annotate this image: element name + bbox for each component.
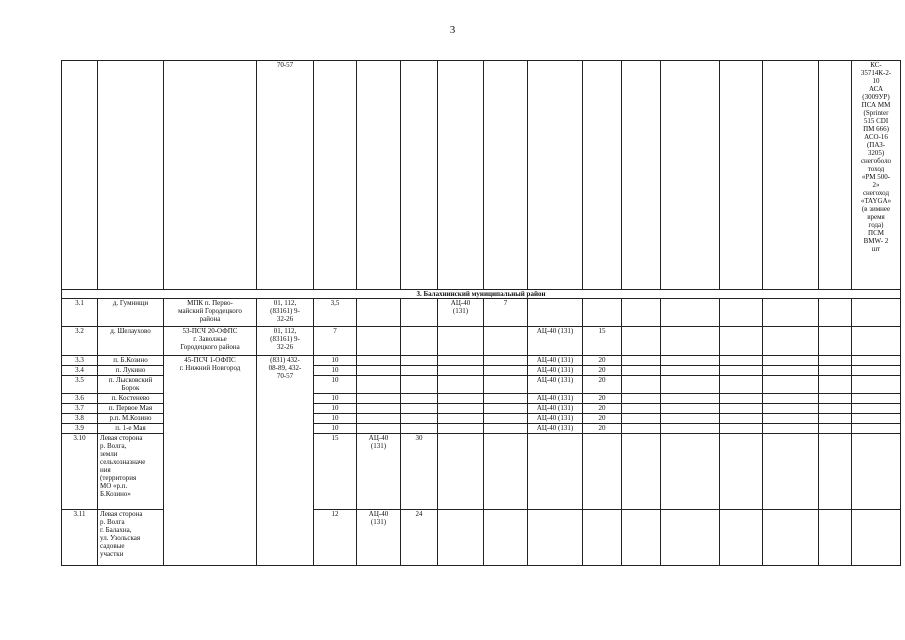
vehicle-type-cell xyxy=(438,327,484,356)
time-cell: 15 xyxy=(314,434,357,510)
vehicle-time-cell: 20 xyxy=(583,394,622,404)
unit-cell: МПК п. Перво- майский Городецкого района xyxy=(164,299,257,327)
vehicle-time-cell: 20 xyxy=(583,356,622,366)
time-cell: 10 xyxy=(314,424,357,434)
time-cell: 7 xyxy=(314,327,357,356)
vehicle-time-cell xyxy=(401,299,438,327)
vehicle-time-cell: 30 xyxy=(401,434,438,510)
unit-cell: 53-ПСЧ 20-ОФПС г. Заволжье Городецкого района xyxy=(164,327,257,356)
row-number: 3.8 xyxy=(62,414,98,424)
vehicle-type-cell xyxy=(528,434,583,510)
vehicle-type-cell xyxy=(357,414,401,424)
locality-cell: п. Лукино xyxy=(98,366,164,376)
phone-cell: 70-57 xyxy=(257,61,314,290)
row-number: 3.9 xyxy=(62,424,98,434)
locality-cell: д. Гумнищи xyxy=(98,299,164,327)
vehicle-type-cell xyxy=(357,404,401,414)
vehicle-time-cell xyxy=(484,394,528,404)
vehicle-type-cell: АЦ-40 (131) xyxy=(528,404,583,414)
vehicle-time-cell xyxy=(583,434,622,510)
row-number: 3.11 xyxy=(62,510,98,566)
vehicle-type-cell: АЦ-40 (131) xyxy=(528,414,583,424)
vehicle-time-cell xyxy=(484,510,528,566)
vehicle-time-cell xyxy=(484,356,528,366)
vehicle-time-cell xyxy=(484,376,528,394)
table-row xyxy=(62,299,901,327)
row-number: 3.10 xyxy=(62,434,98,510)
row-number: 3.3 xyxy=(62,356,98,366)
phone-cell: (831) 432- 08-89, 432- 70-57 xyxy=(257,356,314,566)
equipment-cell: КС- 35714К-2- 10 АСА (3009УР) ПСА ММ (Sprinter 515 CDI ПМ 666) АСО-16 (ПАЗ- 3205) снегоболо тоход «РМ 500- 2» снегоход «TAYGA» (в зимнее время года) ПСМ BMW- 2 шт xyxy=(852,61,901,290)
vehicle-type-cell: АЦ-40 (131) xyxy=(357,434,401,510)
vehicle-time-cell xyxy=(484,424,528,434)
vehicle-type-cell xyxy=(438,434,484,510)
locality-cell: п. 1-е Мая xyxy=(98,424,164,434)
vehicle-type-cell: АЦ-40 (131) xyxy=(528,327,583,356)
vehicle-time-cell: 15 xyxy=(583,327,622,356)
vehicle-type-cell: АЦ-40 (131) xyxy=(357,510,401,566)
continuation-row xyxy=(62,61,901,290)
row-number: 3.6 xyxy=(62,394,98,404)
row-number: 3.4 xyxy=(62,366,98,376)
vehicle-time-cell xyxy=(401,414,438,424)
row-number: 3.7 xyxy=(62,404,98,414)
vehicle-type-cell xyxy=(438,394,484,404)
vehicle-type-cell xyxy=(357,327,401,356)
vehicle-type-cell xyxy=(528,299,583,327)
vehicle-time-cell xyxy=(401,366,438,376)
vehicle-type-cell: АЦ-40 (131) xyxy=(528,356,583,366)
vehicle-time-cell xyxy=(401,376,438,394)
vehicle-type-cell xyxy=(528,510,583,566)
vehicle-time-cell: 20 xyxy=(583,424,622,434)
page-number: 3 xyxy=(449,24,456,36)
vehicle-time-cell: 20 xyxy=(583,376,622,394)
locality-cell: п. Костенево xyxy=(98,394,164,404)
vehicle-time-cell: 20 xyxy=(583,414,622,424)
section-title: 3. Балахнинский муниципальный район xyxy=(62,290,901,299)
vehicle-type-cell xyxy=(357,394,401,404)
vehicle-time-cell xyxy=(484,414,528,424)
locality-cell: д. Шелаухово xyxy=(98,327,164,356)
phone-cell: 01, 112, (83161) 9- 32-26 xyxy=(257,299,314,327)
time-cell: 10 xyxy=(314,366,357,376)
vehicle-type-cell: АЦ-40 (131) xyxy=(438,299,484,327)
vehicle-type-cell: АЦ-40 (131) xyxy=(528,376,583,394)
vehicle-type-cell xyxy=(357,299,401,327)
row-number: 3.5 xyxy=(62,376,98,394)
fire-department-table xyxy=(61,60,901,566)
table-row xyxy=(62,327,901,356)
time-cell: 10 xyxy=(314,376,357,394)
vehicle-type-cell xyxy=(357,424,401,434)
locality-cell: п. Б.Козино xyxy=(98,356,164,366)
locality-cell: Левая сторона р. Волга, земли сельхозназначе ния (территория МО «р.п. Б.Козино» xyxy=(98,434,164,510)
vehicle-type-cell: АЦ-40 (131) xyxy=(528,424,583,434)
row-number: 3.1 xyxy=(62,299,98,327)
vehicle-time-cell: 7 xyxy=(484,299,528,327)
vehicle-type-cell xyxy=(438,376,484,394)
vehicle-type-cell xyxy=(357,376,401,394)
vehicle-type-cell: АЦ-40 (131) xyxy=(528,394,583,404)
vehicle-time-cell xyxy=(583,299,622,327)
vehicle-time-cell xyxy=(583,510,622,566)
vehicle-time-cell: 20 xyxy=(583,366,622,376)
time-cell: 10 xyxy=(314,356,357,366)
vehicle-type-cell xyxy=(357,366,401,376)
vehicle-type-cell xyxy=(438,510,484,566)
vehicle-type-cell xyxy=(438,424,484,434)
table-row xyxy=(62,356,901,366)
vehicle-type-cell xyxy=(357,356,401,366)
time-cell: 10 xyxy=(314,414,357,424)
locality-cell: п. Первое Мая xyxy=(98,404,164,414)
vehicle-time-cell xyxy=(484,404,528,414)
vehicle-time-cell xyxy=(401,327,438,356)
locality-cell: р.п. М.Козино xyxy=(98,414,164,424)
vehicle-type-cell xyxy=(438,414,484,424)
locality-cell: п. Лысковский Борок xyxy=(98,376,164,394)
vehicle-time-cell xyxy=(401,424,438,434)
vehicle-time-cell xyxy=(401,356,438,366)
time-cell: 3,5 xyxy=(314,299,357,327)
vehicle-time-cell xyxy=(484,327,528,356)
time-cell: 12 xyxy=(314,510,357,566)
vehicle-time-cell: 24 xyxy=(401,510,438,566)
row-number: 3.2 xyxy=(62,327,98,356)
time-cell: 10 xyxy=(314,394,357,404)
time-cell: 10 xyxy=(314,404,357,414)
vehicle-type-cell: АЦ-40 (131) xyxy=(528,366,583,376)
unit-cell: 45-ПСЧ 1-ОФПС г. Нижний Новгород xyxy=(164,356,257,566)
vehicle-type-cell xyxy=(438,356,484,366)
vehicle-type-cell xyxy=(438,366,484,376)
vehicle-time-cell xyxy=(484,366,528,376)
phone-cell: 01, 112, (83161) 9- 32-26 xyxy=(257,327,314,356)
vehicle-time-cell xyxy=(401,404,438,414)
vehicle-time-cell xyxy=(484,434,528,510)
locality-cell: Левая сторона р. Волга г. Балахна, ул. Узольская садовые участки xyxy=(98,510,164,566)
vehicle-time-cell: 20 xyxy=(583,404,622,414)
vehicle-type-cell xyxy=(438,404,484,414)
vehicle-time-cell xyxy=(401,394,438,404)
